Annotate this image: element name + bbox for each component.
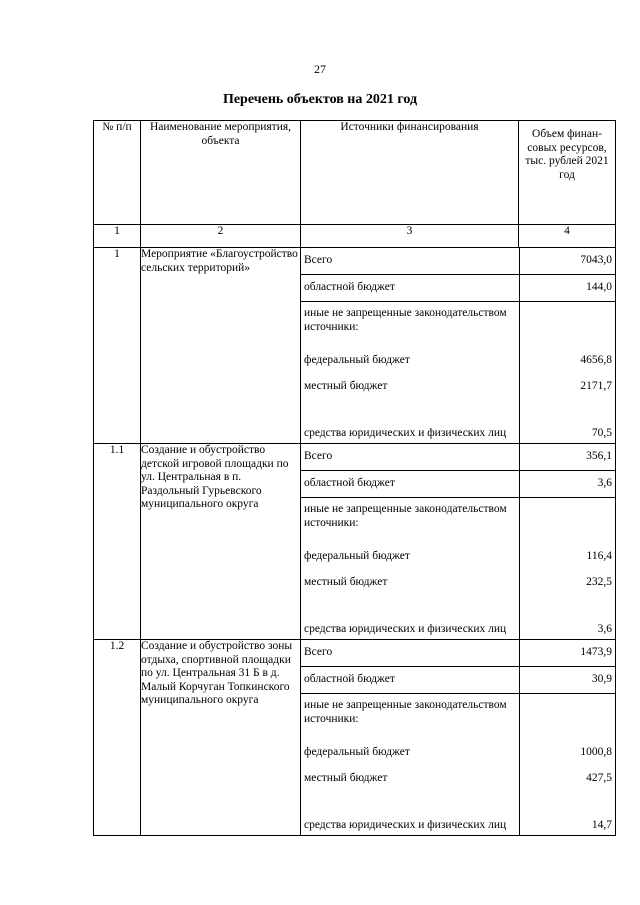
amount-value: 1000,8 bbox=[580, 746, 612, 759]
amount-value: 356,1 bbox=[586, 450, 612, 463]
financing-line-other bbox=[301, 302, 615, 348]
column-number: 2 bbox=[141, 225, 301, 248]
financing-line-legal bbox=[301, 596, 615, 639]
financing-line-federal bbox=[301, 348, 615, 374]
financing-line-regional bbox=[301, 667, 615, 694]
amount-value: 30,9 bbox=[591, 673, 612, 686]
source-label: федеральный бюджет bbox=[304, 550, 410, 563]
column-divider bbox=[519, 248, 520, 443]
source-label: средства юридических и физических лиц bbox=[304, 818, 507, 831]
column-divider bbox=[519, 444, 520, 639]
column-number: 1 bbox=[94, 225, 141, 248]
column-number: 3 bbox=[301, 225, 519, 248]
header-name: Наименование мероприятия, объекта bbox=[141, 121, 301, 225]
amount-value: 14,7 bbox=[591, 818, 612, 831]
source-label: иные не запрещенные законодательством источники: bbox=[304, 307, 507, 333]
row-number: 1 bbox=[94, 248, 141, 444]
amount-value: 3,6 bbox=[597, 477, 612, 490]
source-label: областной бюджет bbox=[304, 477, 395, 490]
amount-value: 70,5 bbox=[591, 426, 612, 439]
header-sources: Источники финансирования bbox=[301, 121, 519, 225]
source-label: иные не запрещенные законодательством источники: bbox=[304, 699, 507, 725]
source-label: областной бюджет bbox=[304, 281, 395, 294]
amount-value: 116,4 bbox=[586, 550, 612, 563]
table-row bbox=[94, 640, 616, 836]
source-label: федеральный бюджет bbox=[304, 354, 410, 367]
row-financing bbox=[301, 248, 616, 444]
table-row bbox=[94, 444, 616, 640]
header-volume: Объем финан-совых ресурсов, тыс. рублей 2021 год bbox=[519, 121, 616, 225]
source-label: Всего bbox=[304, 254, 333, 267]
source-label: местный бюджет bbox=[304, 380, 388, 393]
amount-value: 1473,9 bbox=[580, 646, 612, 659]
financing-line-regional bbox=[301, 471, 615, 498]
objects-table bbox=[93, 120, 616, 836]
row-financing bbox=[301, 444, 616, 640]
financing-line-legal bbox=[301, 400, 615, 443]
row-number: 1.1 bbox=[94, 444, 141, 640]
financing-line-federal bbox=[301, 740, 615, 766]
financing-line-other bbox=[301, 694, 615, 740]
column-number: 4 bbox=[519, 225, 616, 248]
financing-line-total bbox=[301, 248, 615, 275]
column-numbers-row bbox=[94, 225, 616, 248]
financing-line-local bbox=[301, 570, 615, 596]
amount-value: 7043,0 bbox=[580, 254, 612, 267]
row-object-name: Создание и обустройство зоны отдыха, спортивной площадки по ул. Центральная 31 Б в д. Малый Корчуган Топкинского муниципального округа bbox=[141, 640, 301, 836]
financing-line-regional bbox=[301, 275, 615, 302]
row-object-name: Мероприятие «Благоустройство сельских территорий» bbox=[141, 248, 301, 444]
financing-line-total bbox=[301, 640, 615, 667]
row-object-name: Создание и обустройство детской игровой площадки по ул. Центральная в п. Раздольный Гурьевского муниципального округа bbox=[141, 444, 301, 640]
source-label: средства юридических и физических лиц bbox=[304, 426, 507, 439]
amount-value: 427,5 bbox=[586, 772, 612, 785]
table-row bbox=[94, 248, 616, 444]
amount-value: 3,6 bbox=[597, 622, 612, 635]
financing-line-local bbox=[301, 374, 615, 400]
header-num: № п/п bbox=[94, 121, 141, 225]
source-label: местный бюджет bbox=[304, 772, 388, 785]
amount-value: 232,5 bbox=[586, 576, 612, 589]
source-label: Всего bbox=[304, 450, 333, 463]
table-header-row bbox=[94, 121, 616, 225]
source-label: средства юридических и физических лиц bbox=[304, 622, 507, 635]
page-number: 27 bbox=[314, 62, 326, 76]
source-label: иные не запрещенные законодательством источники: bbox=[304, 503, 507, 529]
financing-line-total bbox=[301, 444, 615, 471]
financing-line-other bbox=[301, 498, 615, 544]
financing-line-federal bbox=[301, 544, 615, 570]
source-label: областной бюджет bbox=[304, 673, 395, 686]
amount-value: 2171,7 bbox=[580, 380, 612, 393]
amount-value: 4656,8 bbox=[580, 354, 612, 367]
row-number: 1.2 bbox=[94, 640, 141, 836]
column-divider bbox=[519, 640, 520, 835]
source-label: федеральный бюджет bbox=[304, 746, 410, 759]
row-financing bbox=[301, 640, 616, 836]
amount-value: 144,0 bbox=[586, 281, 612, 294]
financing-line-local bbox=[301, 766, 615, 792]
source-label: местный бюджет bbox=[304, 576, 388, 589]
source-label: Всего bbox=[304, 646, 333, 659]
document-title: Перечень объектов на 2021 год bbox=[222, 92, 418, 107]
financing-line-legal bbox=[301, 792, 615, 835]
